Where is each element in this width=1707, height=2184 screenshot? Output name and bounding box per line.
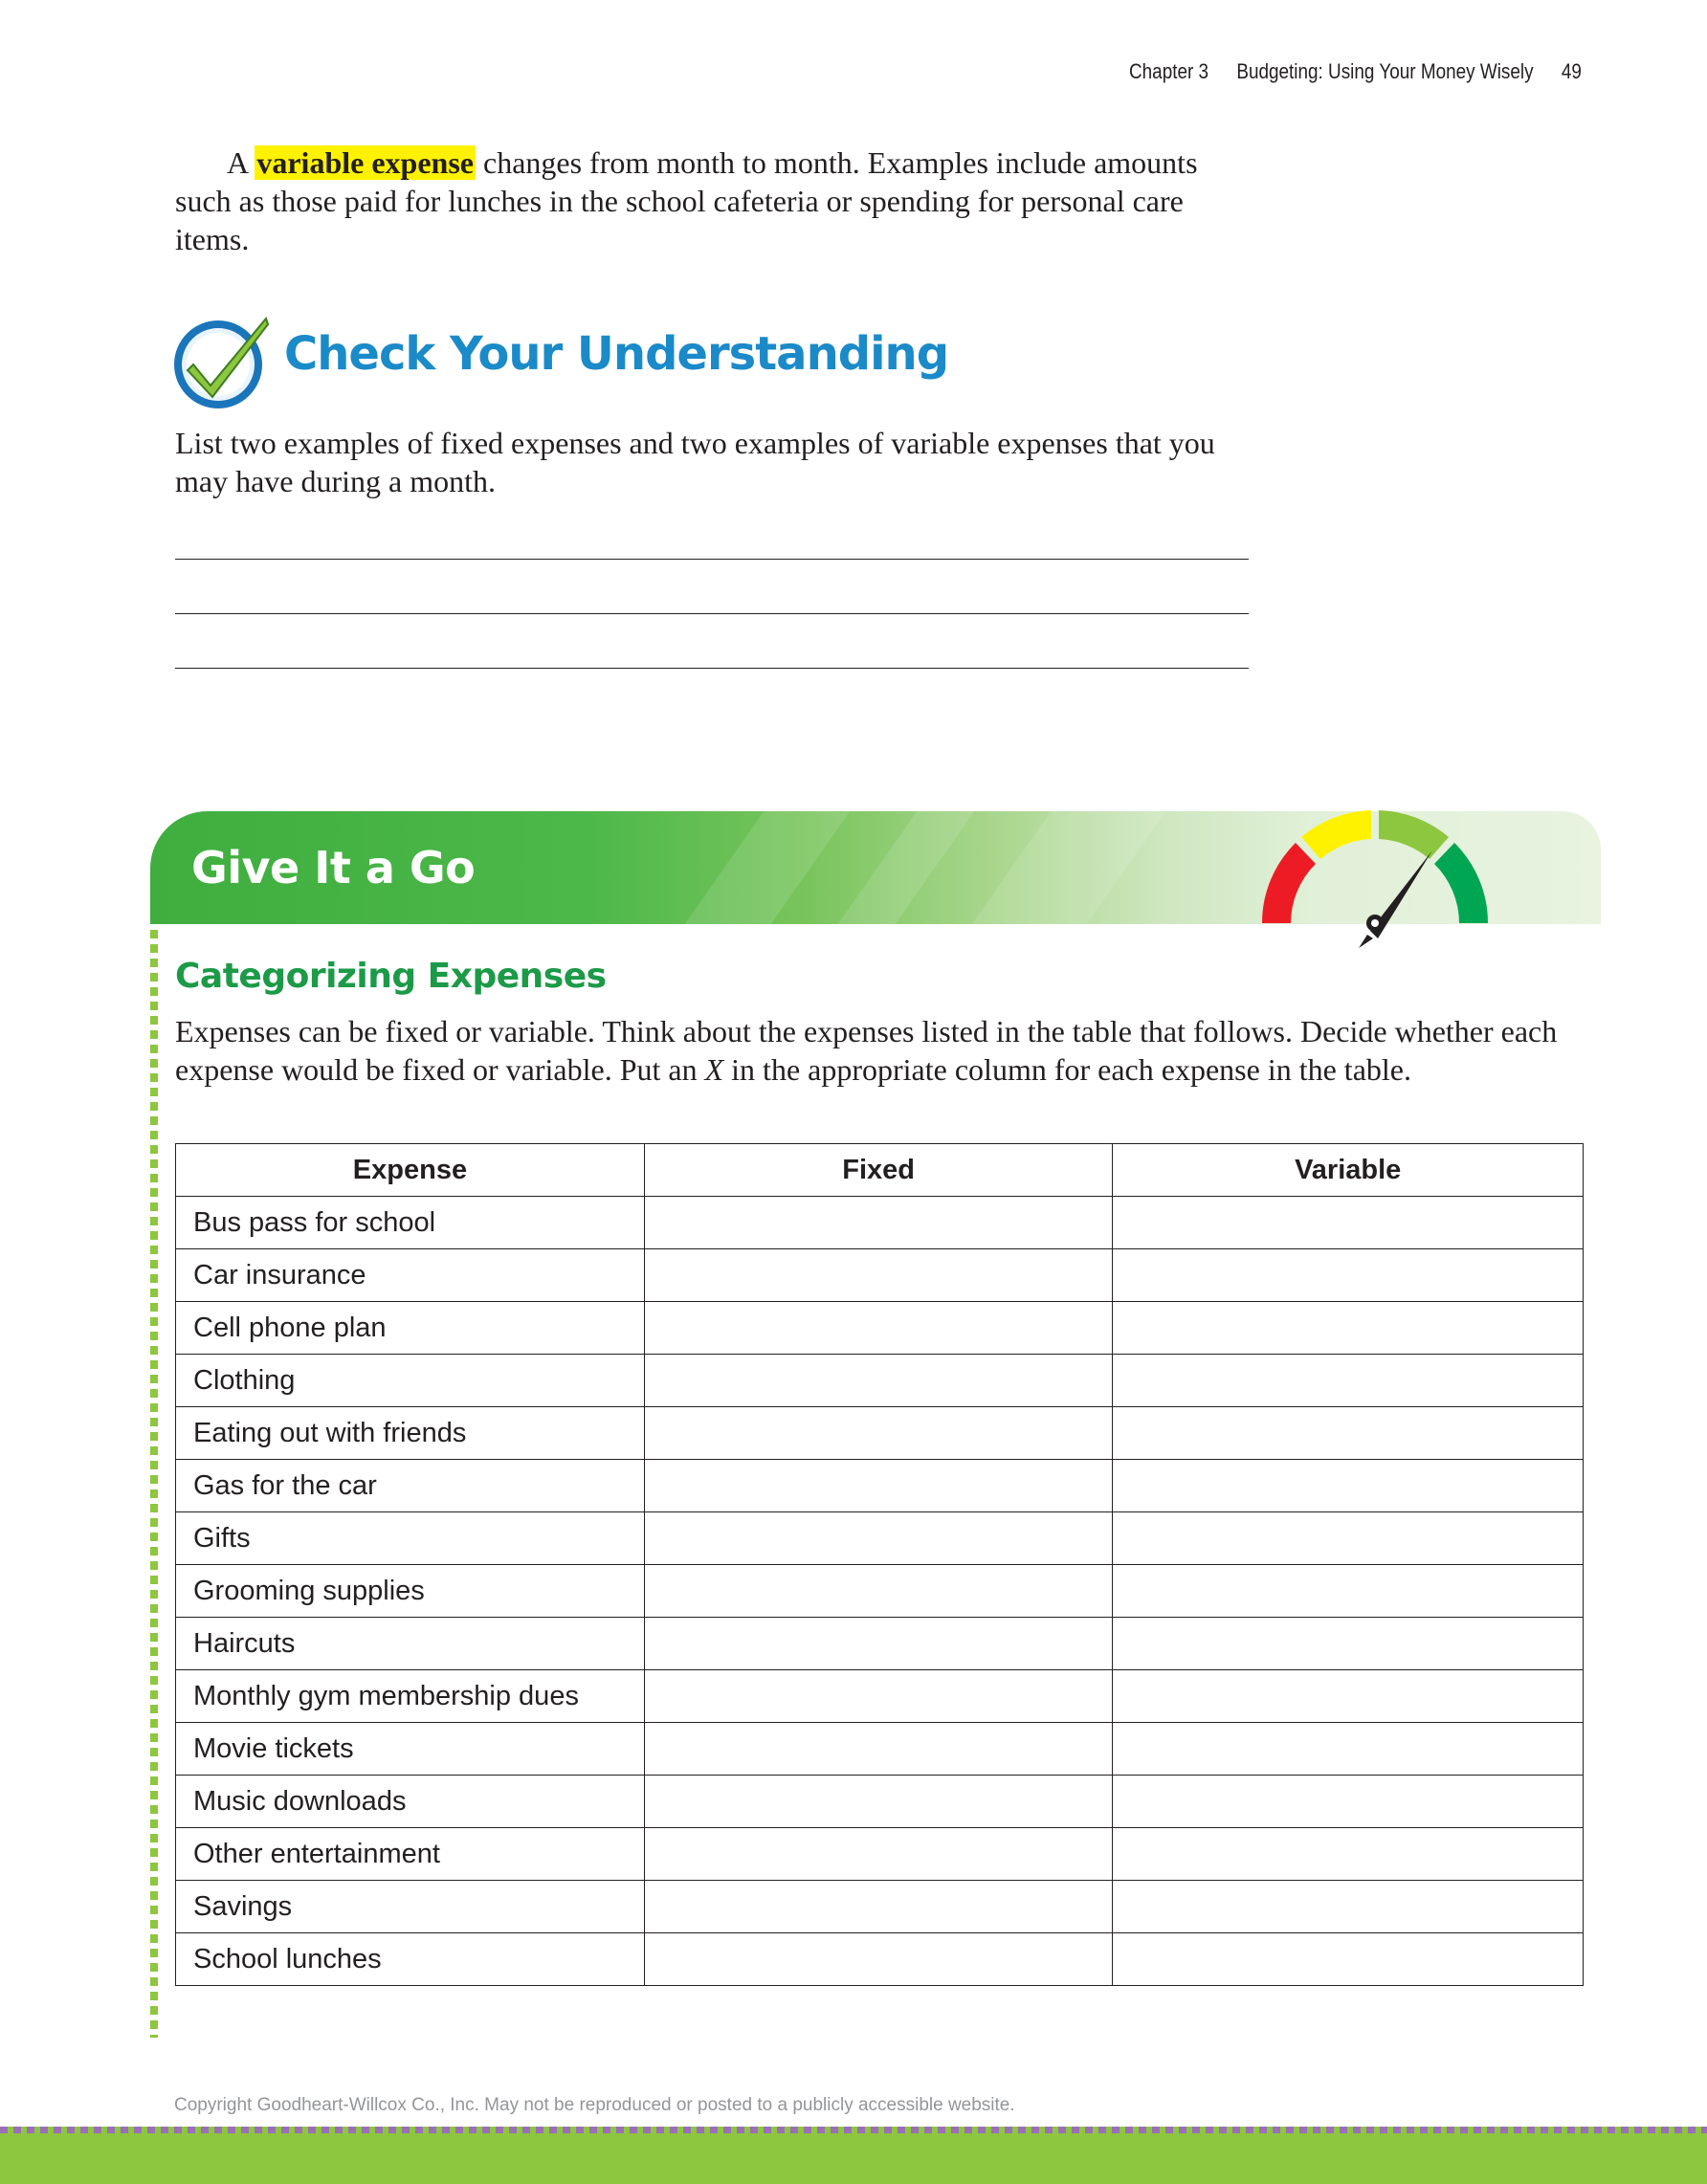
answer-line[interactable] xyxy=(175,613,1249,614)
fixed-cell[interactable] xyxy=(644,1197,1112,1249)
table-row xyxy=(176,1355,1584,1407)
expense-table xyxy=(175,1143,1584,1986)
variable-cell[interactable] xyxy=(1113,1723,1584,1776)
expense-name-cell: Movie tickets xyxy=(176,1723,645,1776)
fixed-cell[interactable] xyxy=(644,1881,1112,1933)
table-header-row xyxy=(176,1144,1584,1197)
fixed-cell[interactable] xyxy=(644,1828,1112,1881)
variable-cell[interactable] xyxy=(1113,1670,1584,1723)
variable-cell[interactable] xyxy=(1113,1407,1584,1460)
expense-name-cell: Savings xyxy=(176,1881,645,1933)
check-understanding-prompt: List two examples of fixed expenses and two examples of variable expenses that you may have during a month. xyxy=(175,426,1215,498)
variable-cell[interactable] xyxy=(1113,1512,1584,1565)
table-row xyxy=(176,1933,1584,1986)
variable-cell[interactable] xyxy=(1113,1565,1584,1618)
expense-name-cell: Car insurance xyxy=(176,1249,645,1302)
fixed-cell[interactable] xyxy=(644,1355,1112,1407)
answer-line[interactable] xyxy=(175,559,1249,560)
fixed-cell[interactable] xyxy=(644,1618,1112,1670)
expense-name-cell: School lunches xyxy=(176,1933,645,1986)
variable-cell[interactable] xyxy=(1113,1828,1584,1881)
intro-lead: A xyxy=(227,145,248,180)
key-term-highlight: variable expense xyxy=(256,145,474,180)
expense-name-cell: Eating out with friends xyxy=(176,1407,645,1460)
variable-cell[interactable] xyxy=(1113,1881,1584,1933)
chapter-title: Budgeting: Using Your Money Wisely xyxy=(1236,59,1534,83)
running-header xyxy=(1129,59,1582,84)
table-row xyxy=(176,1512,1584,1565)
table-row xyxy=(176,1723,1584,1776)
intro-paragraph xyxy=(175,143,1256,258)
expense-name-cell: Gas for the car xyxy=(176,1460,645,1512)
expense-name-cell: Gifts xyxy=(176,1512,645,1565)
expense-name-cell: Monthly gym membership dues xyxy=(176,1670,645,1723)
intro-text: changes from month to month. Examples include amounts such as those paid for lunches in the school cafeteria or spending for personal care items. xyxy=(175,145,1198,256)
table-row xyxy=(176,1460,1584,1512)
table-row xyxy=(176,1618,1584,1670)
variable-cell[interactable] xyxy=(1113,1355,1584,1407)
fixed-cell[interactable] xyxy=(644,1565,1112,1618)
fixed-cell[interactable] xyxy=(644,1249,1112,1302)
expense-name-cell: Haircuts xyxy=(176,1618,645,1670)
footer-bar xyxy=(0,2133,1707,2184)
fixed-cell[interactable] xyxy=(644,1302,1112,1355)
variable-cell[interactable] xyxy=(1113,1197,1584,1249)
fixed-cell[interactable] xyxy=(644,1512,1112,1565)
activity-title: Categorizing Expenses xyxy=(175,957,607,996)
expense-name-cell: Bus pass for school xyxy=(176,1197,645,1249)
column-header-expense: Expense xyxy=(176,1144,645,1197)
fixed-cell[interactable] xyxy=(644,1723,1112,1776)
fixed-cell[interactable] xyxy=(644,1933,1112,1986)
table-row xyxy=(176,1197,1584,1249)
activity-dotted-border xyxy=(150,930,158,2038)
table-row xyxy=(176,1776,1584,1828)
checkmark-icon xyxy=(172,311,274,412)
give-it-a-go-title: Give It a Go xyxy=(191,842,476,893)
copyright-notice: Copyright Goodheart-Willcox Co., Inc. May not be reproduced or posted to a publicly accessible website. xyxy=(174,2095,1015,2115)
expense-name-cell: Grooming supplies xyxy=(176,1565,645,1618)
expense-name-cell: Clothing xyxy=(176,1355,645,1407)
expense-name-cell: Other entertainment xyxy=(176,1828,645,1881)
expense-name-cell: Cell phone plan xyxy=(176,1302,645,1355)
table-row xyxy=(176,1828,1584,1881)
instructions-x-mark: X xyxy=(704,1052,724,1087)
variable-cell[interactable] xyxy=(1113,1460,1584,1512)
chapter-label: Chapter 3 xyxy=(1129,59,1209,83)
table-row xyxy=(176,1302,1584,1355)
expense-name-cell: Music downloads xyxy=(176,1776,645,1828)
variable-cell[interactable] xyxy=(1113,1776,1584,1828)
instructions-text: in the appropriate column for each expense in the table. xyxy=(731,1052,1411,1087)
column-header-fixed: Fixed xyxy=(644,1144,1112,1197)
variable-cell[interactable] xyxy=(1113,1933,1584,1986)
variable-cell[interactable] xyxy=(1113,1618,1584,1670)
table-row xyxy=(176,1565,1584,1618)
table-row xyxy=(176,1670,1584,1723)
page-number: 49 xyxy=(1561,59,1582,83)
column-header-variable: Variable xyxy=(1113,1144,1584,1197)
table-row xyxy=(176,1407,1584,1460)
fixed-cell[interactable] xyxy=(644,1460,1112,1512)
fixed-cell[interactable] xyxy=(644,1407,1112,1460)
footer-dashed-border xyxy=(0,2127,1707,2133)
variable-cell[interactable] xyxy=(1113,1302,1584,1355)
check-your-understanding-title: Check Your Understanding xyxy=(284,327,949,381)
variable-cell[interactable] xyxy=(1113,1249,1584,1302)
fixed-cell[interactable] xyxy=(644,1776,1112,1828)
instructions-text: Expenses can be fixed or variable. Think about the expenses listed in the table that follows. Decide whether each expense would be fixed or variable. Put an xyxy=(175,1014,1558,1087)
table-row xyxy=(176,1249,1584,1302)
table-row xyxy=(176,1881,1584,1933)
activity-instructions xyxy=(175,1012,1572,1089)
speedometer-gauge-icon xyxy=(1230,778,1517,955)
fixed-cell[interactable] xyxy=(644,1670,1112,1723)
answer-line[interactable] xyxy=(175,668,1249,669)
